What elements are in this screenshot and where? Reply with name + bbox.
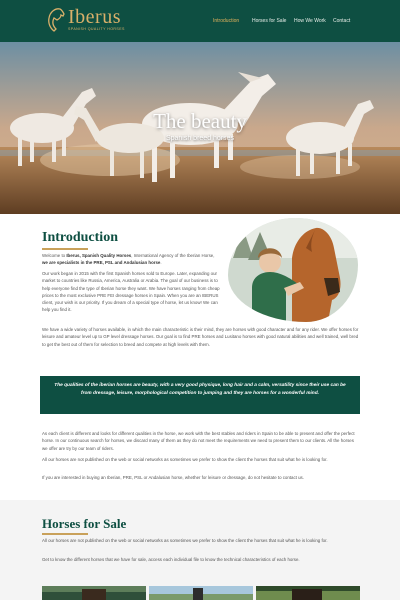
hero-banner — [0, 42, 400, 214]
horse-card-2[interactable] — [149, 586, 253, 600]
nav-contact[interactable]: Contact — [333, 18, 351, 24]
intro-paragraph-5: All our horses are not published on the web or social networks as sometimes we prefer to show the client the horses that suit what he is looking for. — [42, 457, 328, 462]
intro-paragraph-6: If you are interested in buying an Iberian, PRE, PSL or Andalusian horse, whether for leisure or dressage, do not hesitate to contact us. — [42, 475, 304, 480]
horse-card-3[interactable] — [256, 586, 360, 600]
intro-paragraph-3: We have a wide variety of horses available, in which the main characteristic is their mind, they are horses with good character and for any rider. We offer horses for leisure and amateur level up to GP level dressage horses. Our goal is to find PRE horses and Lusitano horses with good natural abilities and well trained, well bred to get the best out of them for selection to breed and compete at high levels with them. — [42, 327, 359, 347]
hero-title: The beauty — [153, 109, 247, 133]
nav-horses-for-sale[interactable]: Horses for Sale — [252, 18, 287, 24]
horses-for-sale-heading: Horses for Sale — [42, 516, 127, 531]
horse-card-1[interactable] — [42, 586, 146, 600]
brand-name: Iberus — [68, 6, 121, 28]
sale-paragraph-1: All our horses are not published on the web or social networks as sometimes we prefer to show the client the horses that suit what he is looking for. — [42, 538, 328, 543]
horses-for-sale-section — [0, 500, 400, 600]
quote-text: The qualities of the iberian horses are beauty, with a very good physique, long hair and a calm, versatility since their use can be from dressage, leisure, morphological competition to jumping and they are horses for a wonderful mind. — [54, 383, 346, 396]
intro-paragraph-1: Welcome to Iberus, Spanish Quality Horses, International Agency of the Iberian Horse, we are specialists in the PRE, PSL and Andalusian horse. — [42, 253, 215, 266]
introduction-heading: Introduction — [42, 230, 118, 245]
brand-tagline: SPANISH QUALITY HORSES — [68, 27, 125, 31]
intro-paragraph-4: As each client is different and looks for different qualities in the horse, we work with the best stables and riders in Spain to be able to present and offer the perfect horse. In our continuous search for horses, we discard many of them as they do not meet the requirements we need to present them to our clients. All the horses we offer are try by our team of riders. — [42, 431, 355, 451]
sale-heading-underline — [42, 533, 88, 535]
horse-head-logo-icon — [46, 7, 66, 33]
top-navbar — [0, 0, 400, 42]
quote-banner — [40, 376, 360, 414]
intro-paragraph-2: Our work began in 2015 with the first Spanish horses sold to Europe. Later, expanding our market to countries like Russia, America, Australia or Arabia. The goal of our business is to help everyone find the type of Iberian horse they want. We have horses ranging from cheap prices to the most exclusive PRE FEI dressage horses in Spain. When you are an IBERUS client, your wish is our priority. If you dream of a special type of horse, let us know! We can help you find it. — [42, 271, 220, 313]
brand-logo[interactable] — [46, 7, 136, 35]
heading-underline — [42, 248, 88, 250]
hero-subtitle: Spanish breed horses — [165, 135, 235, 142]
nav-how-we-work[interactable]: How We Work — [294, 18, 326, 24]
rider-with-horse-photo — [228, 218, 358, 322]
nav-introduction[interactable]: Introduction — [213, 18, 240, 24]
sale-paragraph-2: Get to know the different horses that we have for sale, access each individual file to know the technical characteristics of each horse. — [42, 557, 300, 562]
